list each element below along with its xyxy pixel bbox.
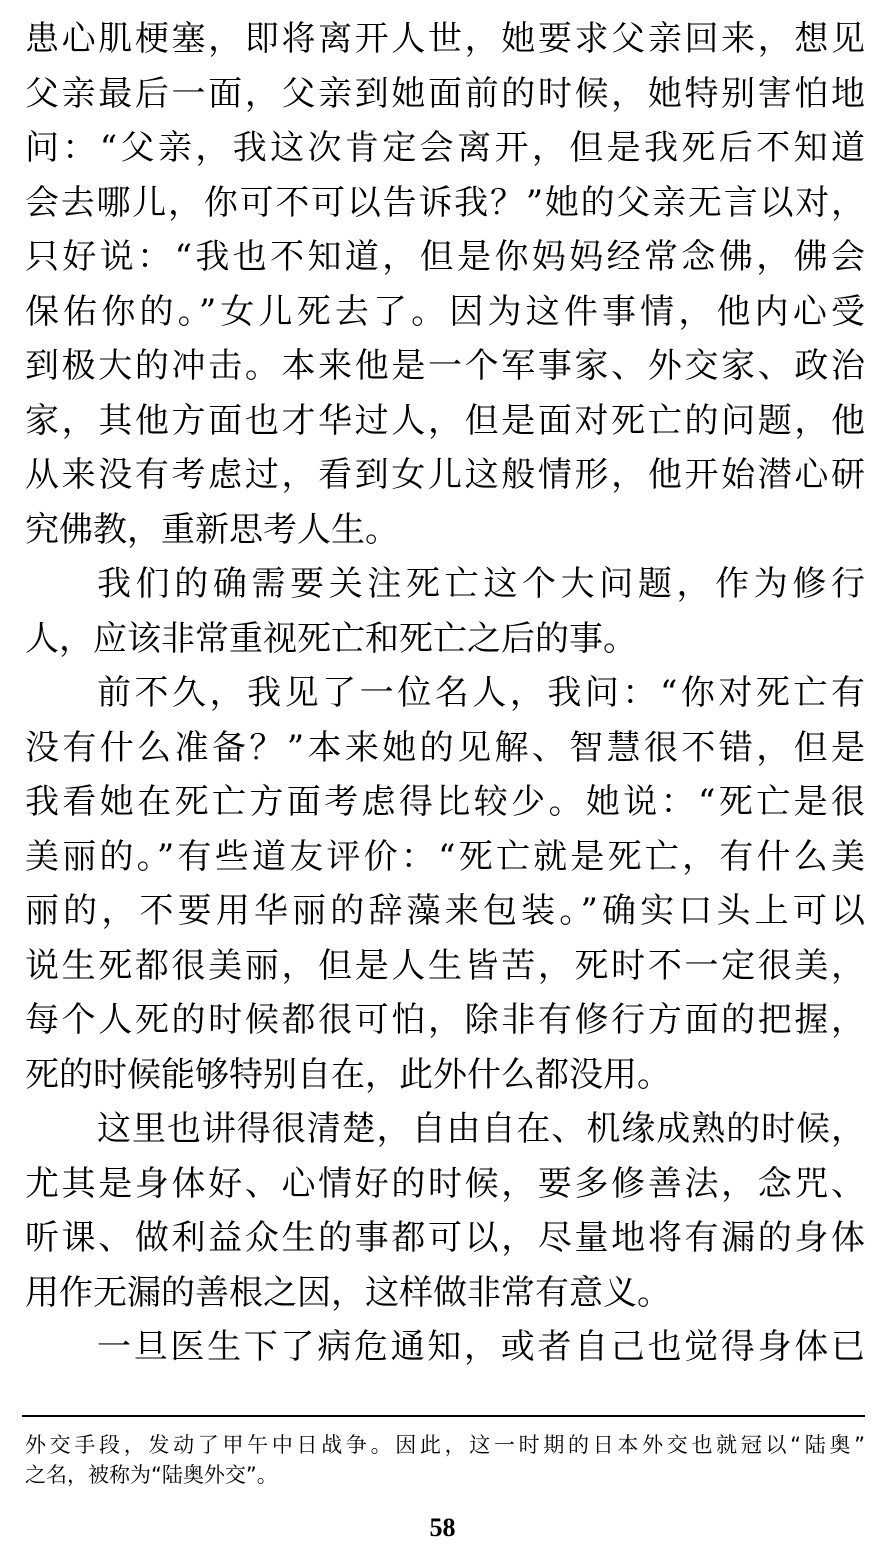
footnote-divider <box>22 1415 865 1417</box>
text-line: 每个人死的时候都很可怕，除非有修行方面的把握， <box>25 1000 865 1040</box>
text-line: 没有什么准备？”本来她的见解、智慧很不错，但是 <box>25 727 865 768</box>
text-line-paragraph-start: 这里也讲得很清楚，自由自在、机缘成熟的时候， <box>97 1109 865 1149</box>
page-number: 58 <box>429 1513 456 1542</box>
text-line-paragraph-start: 我们的确需要关注死亡这个大问题，作为修行 <box>97 564 865 604</box>
text-line: 说生死都很美丽，但是人生皆苦，死时不一定很美， <box>25 945 865 986</box>
text-line: 我看她在死亡方面考虑得比较少。她说：“死亡是很 <box>25 782 865 822</box>
text-line: 问：“父亲，我这次肯定会离开，但是我死后不知道 <box>25 128 865 168</box>
body-text <box>25 12 865 1375</box>
text-line: 只好说：“我也不知道，但是你妈妈经常念佛，佛会 <box>25 237 865 277</box>
text-line: 家，其他方面也才华过人，但是面对死亡的问题，他 <box>25 400 865 441</box>
footnote-line: 之名，被称为“陆奥外交”。 <box>25 1463 278 1487</box>
text-line: 丽的，不要用华丽的辞藻来包装。”确实口头上可以 <box>25 891 865 931</box>
text-line: 人，应该非常重视死亡和死亡之后的事。 <box>25 618 637 659</box>
text-line-paragraph-start: 前不久，我见了一位名人，我问：“你对死亡有 <box>97 673 865 713</box>
text-line: 会去哪儿，你可不可以告诉我？”她的父亲无言以对， <box>25 182 865 223</box>
text-line: 患心肌梗塞，即将离开人世，她要求父亲回来，想见 <box>25 19 865 59</box>
text-line: 从来没有考虑过，看到女儿这般情形，他开始潜心研 <box>25 455 865 495</box>
footnote <box>25 1430 865 1490</box>
text-line: 用作无漏的善根之因，这样做非常有意义。 <box>25 1272 671 1313</box>
text-line: 死的时候能够特别自在，此外什么都没用。 <box>25 1054 671 1095</box>
text-line: 美丽的。”有些道友评价：“死亡就是死亡，有什么美 <box>25 836 865 877</box>
text-line: 父亲最后一面，父亲到她面前的时候，她特别害怕地 <box>25 73 865 114</box>
text-line: 保佑你的。”女儿死去了。因为这件事情，他内心受 <box>25 291 865 332</box>
text-line: 尤其是身体好、心情好的时候，要多修善法，念咒、 <box>25 1163 865 1204</box>
text-line: 听课、做利益众生的事都可以，尽量地将有漏的身体 <box>25 1218 865 1258</box>
footnote-line: 外交手段，发动了甲午中日战争。因此，这一时期的日本外交也就冠以“陆奥” <box>25 1433 865 1457</box>
text-line: 到极大的冲击。本来他是一个军事家、外交家、政治 <box>25 346 865 386</box>
text-line-paragraph-start: 一旦医生下了病危通知，或者自己也觉得身体已 <box>97 1327 865 1367</box>
text-line: 究佛教，重新思考人生。 <box>25 509 399 550</box>
